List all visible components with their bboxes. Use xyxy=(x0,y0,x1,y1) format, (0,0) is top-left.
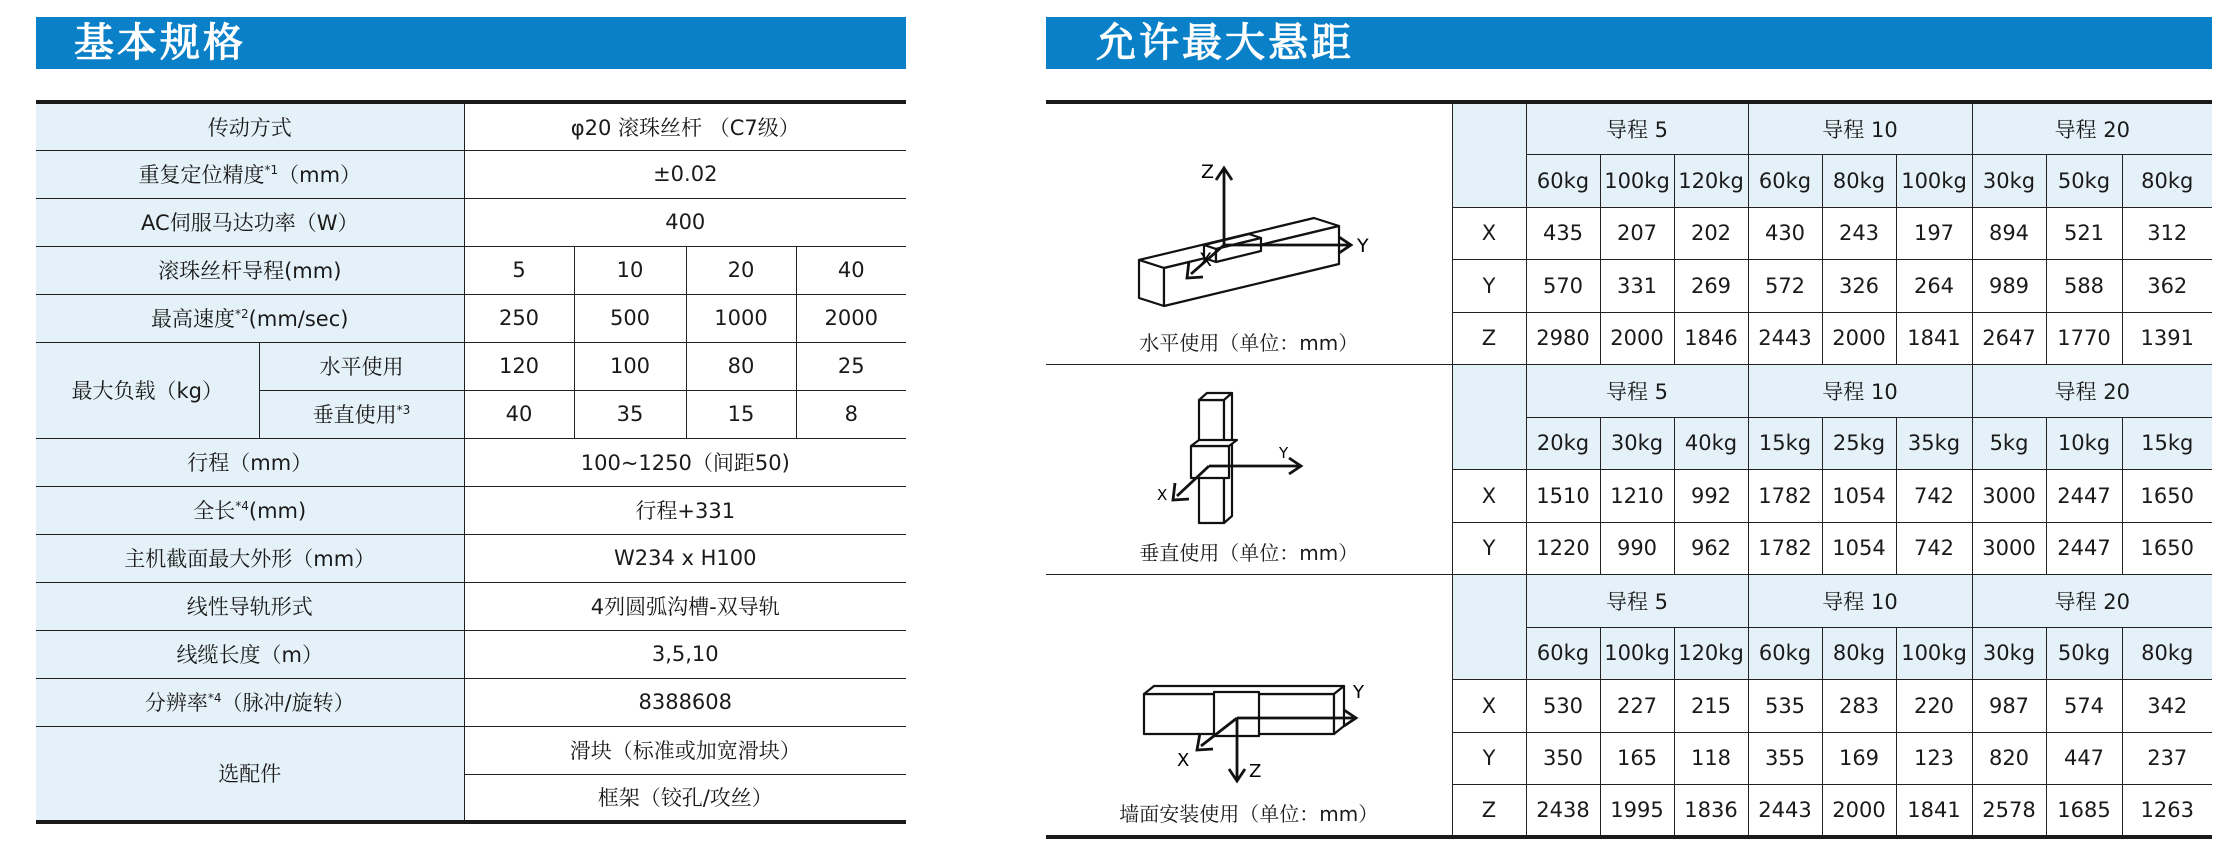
spec-value: 8388608 xyxy=(464,678,906,726)
lead-header: 导程 10 xyxy=(1748,102,1972,155)
axis-label: Z xyxy=(1452,312,1526,365)
axis-label-y: Y xyxy=(1356,235,1369,257)
spec-row-length xyxy=(36,486,906,534)
axis-header-cell xyxy=(1452,575,1526,680)
spec-label-text: 全长 xyxy=(193,499,236,523)
footnote-mark: *4 xyxy=(235,499,249,513)
spec-sublabel xyxy=(259,390,464,438)
spec-row-lead xyxy=(36,246,906,294)
load-header: 80kg xyxy=(1822,627,1896,680)
axis-label: X xyxy=(1452,207,1526,260)
spec-row-section xyxy=(36,534,906,582)
overhang-value: 2647 xyxy=(1972,312,2046,365)
spec-value: 8 xyxy=(796,390,906,438)
overhang-value: 1995 xyxy=(1600,785,1674,838)
axis-label: X xyxy=(1452,470,1526,523)
overhang-value: 2000 xyxy=(1600,312,1674,365)
overhang-value: 2980 xyxy=(1526,312,1600,365)
lead-header: 导程 5 xyxy=(1526,102,1748,155)
axis-label: Y xyxy=(1452,732,1526,785)
spec-value: 35 xyxy=(574,390,686,438)
overhang-value: 430 xyxy=(1748,207,1822,260)
overhang-value: 1210 xyxy=(1600,470,1674,523)
overhang-value: 572 xyxy=(1748,260,1822,313)
overhang-value: 1263 xyxy=(2122,785,2212,838)
spec-row-resolution xyxy=(36,678,906,726)
spec-value: 250 xyxy=(464,294,574,342)
overhang-value: 350 xyxy=(1526,732,1600,785)
axis-label-z: Z xyxy=(1248,761,1262,782)
spec-label xyxy=(36,294,464,342)
overhang-value: 530 xyxy=(1526,680,1600,733)
horizontal-mount-diagram xyxy=(1099,148,1399,323)
axis-label-z: Z xyxy=(1200,161,1214,183)
overhang-section-header xyxy=(1046,17,2212,69)
load-header: 5kg xyxy=(1972,417,2046,470)
overhang-value: 2443 xyxy=(1748,785,1822,838)
overhang-value: 820 xyxy=(1972,732,2046,785)
spec-label-unit: (mm) xyxy=(248,499,307,523)
spec-label xyxy=(36,678,464,726)
spec-value: φ20 滚珠丝杆 （C7级） xyxy=(464,102,906,150)
spec-row-guide xyxy=(36,582,906,630)
load-header: 30kg xyxy=(1600,417,1674,470)
spec-value: 25 xyxy=(796,342,906,390)
overhang-value: 3000 xyxy=(1972,470,2046,523)
load-header: 100kg xyxy=(1896,627,1972,680)
load-header: 100kg xyxy=(1896,155,1972,208)
footnote-mark: *2 xyxy=(235,307,249,321)
axis-label: X xyxy=(1452,680,1526,733)
diagram-wrapper xyxy=(1046,378,1452,566)
lead-header-row xyxy=(1046,365,2212,418)
spec-title: 基本规格 xyxy=(74,20,246,66)
diagram-wrapper xyxy=(1046,654,1452,827)
overhang-value: 283 xyxy=(1822,680,1896,733)
overhang-value: 742 xyxy=(1896,470,1972,523)
overhang-value: 570 xyxy=(1526,260,1600,313)
spec-label: 选配件 xyxy=(36,726,464,822)
overhang-value: 215 xyxy=(1674,680,1748,733)
spec-value: 15 xyxy=(686,390,796,438)
overhang-value: 197 xyxy=(1896,207,1972,260)
spec-table xyxy=(36,100,906,824)
overhang-value: 2447 xyxy=(2046,522,2122,575)
spec-label-text: 重复定位精度 xyxy=(138,163,265,187)
load-header: 120kg xyxy=(1674,155,1748,208)
overhang-value: 990 xyxy=(1600,522,1674,575)
load-header: 40kg xyxy=(1674,417,1748,470)
axis-label: Y xyxy=(1452,522,1526,575)
overhang-value: 202 xyxy=(1674,207,1748,260)
spec-section-header xyxy=(36,17,906,69)
overhang-value: 742 xyxy=(1896,522,1972,575)
axis-label-x: X xyxy=(1156,486,1168,504)
overhang-value: 3000 xyxy=(1972,522,2046,575)
overhang-value: 894 xyxy=(1972,207,2046,260)
spec-label: 主机截面最大外形（mm） xyxy=(36,534,464,582)
spec-value: 1000 xyxy=(686,294,796,342)
spec-label-unit: （mm） xyxy=(278,163,362,187)
load-header: 100kg xyxy=(1600,155,1674,208)
spec-row-drive xyxy=(36,102,906,150)
load-header: 100kg xyxy=(1600,627,1674,680)
overhang-value: 1650 xyxy=(2122,522,2212,575)
lead-header: 导程 10 xyxy=(1748,365,1972,418)
spec-row-load-horizontal xyxy=(36,342,906,390)
spec-row-cable xyxy=(36,630,906,678)
lead-header-row xyxy=(1046,575,2212,628)
overhang-value: 447 xyxy=(2046,732,2122,785)
spec-value: 120 xyxy=(464,342,574,390)
spec-value: 框架（铰孔/攻丝） xyxy=(464,774,906,822)
lead-header: 导程 10 xyxy=(1748,575,1972,628)
overhang-value: 1220 xyxy=(1526,522,1600,575)
mount-diagram-cell xyxy=(1046,365,1452,575)
load-header: 60kg xyxy=(1748,627,1822,680)
load-header: 30kg xyxy=(1972,155,2046,208)
spec-value: 20 xyxy=(686,246,796,294)
overhang-value: 1782 xyxy=(1748,522,1822,575)
load-header: 60kg xyxy=(1526,155,1600,208)
spec-label-text: 垂直使用 xyxy=(312,403,397,427)
lead-header: 导程 20 xyxy=(1972,102,2212,155)
spec-value: 40 xyxy=(464,390,574,438)
overhang-value: 588 xyxy=(2046,260,2122,313)
spec-label: 线缆长度（m） xyxy=(36,630,464,678)
overhang-value: 1510 xyxy=(1526,470,1600,523)
overhang-value: 1846 xyxy=(1674,312,1748,365)
overhang-table xyxy=(1046,100,2212,839)
spec-value: 400 xyxy=(464,198,906,246)
lead-header: 导程 20 xyxy=(1972,575,2212,628)
load-header: 25kg xyxy=(1822,417,1896,470)
load-header: 15kg xyxy=(1748,417,1822,470)
load-header: 60kg xyxy=(1748,155,1822,208)
diagram-caption: 墙面安装使用（单位：mm） xyxy=(1119,802,1379,826)
load-header: 10kg xyxy=(2046,417,2122,470)
footnote-mark: *1 xyxy=(264,163,279,177)
spec-value: 2000 xyxy=(796,294,906,342)
overhang-title: 允许最大悬距 xyxy=(1096,20,1354,66)
overhang-value: 118 xyxy=(1674,732,1748,785)
footnote-mark: *3 xyxy=(396,403,411,417)
axis-header-cell xyxy=(1452,365,1526,470)
spec-label-text: 最高速度 xyxy=(151,307,236,331)
axis-label-x: X xyxy=(1176,750,1190,771)
overhang-value: 535 xyxy=(1748,680,1822,733)
lead-header: 导程 5 xyxy=(1526,365,1748,418)
spec-label-text: 分辨率 xyxy=(144,691,208,715)
overhang-value: 992 xyxy=(1674,470,1748,523)
overhang-value: 1685 xyxy=(2046,785,2122,838)
lead-header-row xyxy=(1046,102,2212,155)
overhang-value: 2578 xyxy=(1972,785,2046,838)
spec-label-unit: （脉冲/旋转） xyxy=(221,691,355,715)
overhang-value: 1770 xyxy=(2046,312,2122,365)
overhang-value: 123 xyxy=(1896,732,1972,785)
lead-header: 导程 5 xyxy=(1526,575,1748,628)
spec-value: ±0.02 xyxy=(464,150,906,198)
spec-label: 线性导轨形式 xyxy=(36,582,464,630)
spec-label: 行程（mm） xyxy=(36,438,464,486)
overhang-value: 1782 xyxy=(1748,470,1822,523)
overhang-value: 1841 xyxy=(1896,785,1972,838)
spec-value: 4列圆弧沟槽-双导轨 xyxy=(464,582,906,630)
overhang-value: 269 xyxy=(1674,260,1748,313)
load-header: 80kg xyxy=(1822,155,1896,208)
footnote-mark: *4 xyxy=(207,691,222,705)
lead-header: 导程 20 xyxy=(1972,365,2212,418)
overhang-value: 2443 xyxy=(1748,312,1822,365)
overhang-value: 2447 xyxy=(2046,470,2122,523)
spec-label: 传动方式 xyxy=(36,102,464,150)
overhang-value: 220 xyxy=(1896,680,1972,733)
overhang-value: 574 xyxy=(2046,680,2122,733)
overhang-value: 243 xyxy=(1822,207,1896,260)
overhang-value: 1841 xyxy=(1896,312,1972,365)
load-header: 80kg xyxy=(2122,627,2212,680)
axis-label-y: Y xyxy=(1352,682,1364,703)
spec-label: AC伺服马达功率（W） xyxy=(36,198,464,246)
spec-label xyxy=(36,150,464,198)
spec-row-options-1 xyxy=(36,726,906,774)
spec-value: 10 xyxy=(574,246,686,294)
spec-label: 滚珠丝杆导程(mm) xyxy=(36,246,464,294)
axis-label: Y xyxy=(1452,260,1526,313)
load-header: 80kg xyxy=(2122,155,2212,208)
overhang-value: 207 xyxy=(1600,207,1674,260)
axis-label: Z xyxy=(1452,785,1526,838)
overhang-value: 331 xyxy=(1600,260,1674,313)
overhang-value: 1391 xyxy=(2122,312,2212,365)
overhang-value: 342 xyxy=(2122,680,2212,733)
spec-label: 最大负载（kg） xyxy=(36,342,259,438)
overhang-value: 326 xyxy=(1822,260,1896,313)
diagram-wrapper xyxy=(1046,148,1452,356)
overhang-value: 165 xyxy=(1600,732,1674,785)
spec-row-stroke xyxy=(36,438,906,486)
spec-row-speed xyxy=(36,294,906,342)
overhang-value: 312 xyxy=(2122,207,2212,260)
spec-value: 3,5,10 xyxy=(464,630,906,678)
overhang-value: 2000 xyxy=(1822,785,1896,838)
spec-value: 5 xyxy=(464,246,574,294)
spec-sublabel: 水平使用 xyxy=(259,342,464,390)
axis-label-x: X xyxy=(1198,249,1212,271)
overhang-value: 435 xyxy=(1526,207,1600,260)
overhang-value: 987 xyxy=(1972,680,2046,733)
load-header: 50kg xyxy=(2046,155,2122,208)
load-header: 120kg xyxy=(1674,627,1748,680)
overhang-value: 362 xyxy=(2122,260,2212,313)
axis-header-cell xyxy=(1452,102,1526,207)
overhang-value: 989 xyxy=(1972,260,2046,313)
overhang-value: 2000 xyxy=(1822,312,1896,365)
spec-value: W234 x H100 xyxy=(464,534,906,582)
overhang-value: 1054 xyxy=(1822,470,1896,523)
overhang-value: 1650 xyxy=(2122,470,2212,523)
spec-label xyxy=(36,486,464,534)
overhang-value: 169 xyxy=(1822,732,1896,785)
load-header: 20kg xyxy=(1526,417,1600,470)
load-header: 35kg xyxy=(1896,417,1972,470)
overhang-value: 2438 xyxy=(1526,785,1600,838)
overhang-value: 962 xyxy=(1674,522,1748,575)
spec-value: 100~1250（间距50) xyxy=(464,438,906,486)
mount-diagram-cell xyxy=(1046,102,1452,365)
spec-value: 80 xyxy=(686,342,796,390)
overhang-value: 227 xyxy=(1600,680,1674,733)
overhang-value: 355 xyxy=(1748,732,1822,785)
load-header: 30kg xyxy=(1972,627,2046,680)
spec-value: 40 xyxy=(796,246,906,294)
diagram-caption: 垂直使用（单位：mm） xyxy=(1139,541,1359,565)
diagram-caption: 水平使用（单位：mm） xyxy=(1139,331,1359,355)
overhang-value: 237 xyxy=(2122,732,2212,785)
load-header: 15kg xyxy=(2122,417,2212,470)
spec-value: 100 xyxy=(574,342,686,390)
spec-value: 滑块（标准或加宽滑块） xyxy=(464,726,906,774)
axis-label-y: Y xyxy=(1278,444,1288,462)
spec-value: 500 xyxy=(574,294,686,342)
overhang-value: 521 xyxy=(2046,207,2122,260)
spec-row-motor xyxy=(36,198,906,246)
spec-value: 行程+331 xyxy=(464,486,906,534)
vertical-mount-diagram xyxy=(1099,378,1399,533)
overhang-value: 1836 xyxy=(1674,785,1748,838)
wall-mount-diagram xyxy=(1099,654,1399,794)
overhang-value: 1054 xyxy=(1822,522,1896,575)
overhang-value: 264 xyxy=(1896,260,1972,313)
mount-diagram-cell xyxy=(1046,575,1452,838)
load-header: 50kg xyxy=(2046,627,2122,680)
spec-label-unit: (mm/sec) xyxy=(248,307,349,331)
load-header: 60kg xyxy=(1526,627,1600,680)
spec-row-repeat xyxy=(36,150,906,198)
